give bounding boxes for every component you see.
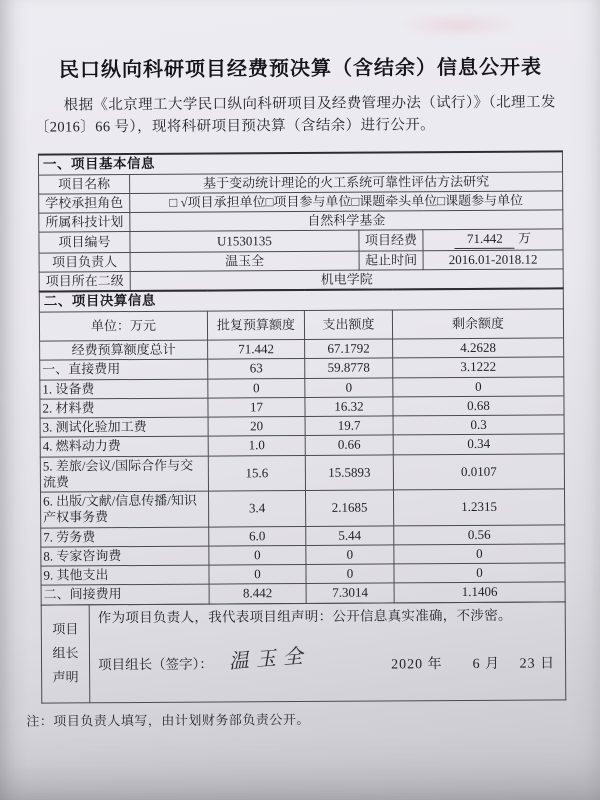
spent-cell: 67.1792 [305,339,393,359]
spent-cell: 59.8778 [305,358,393,378]
col-unit: 单位：万元 [39,311,207,341]
budget-cell: 6.0 [209,526,306,546]
budget-cell: 0 [208,378,305,398]
declaration-side-label: 项目 组长 声明 [41,604,90,702]
department-value: 机电学院 [130,269,563,291]
remaining-cell: 1.2315 [393,489,564,526]
row-label: 8. 专家咨询费 [41,546,209,566]
pi-label: 项目负责人 [39,252,130,272]
remaining-cell: 0 [393,376,564,396]
budget-cell: 0 [209,564,306,584]
basic-info-table [38,150,564,292]
project-no-value: U1530135 [130,230,359,252]
row-label: 6. 出版/文献/信息传播/知识产权事务费 [41,491,209,528]
signature-label: 项目组长（签字）： [98,656,213,673]
program-label: 所属科技计划 [39,213,130,233]
budget-cell: 17 [208,397,305,417]
duration-value: 2016.01-2018.12 [423,249,563,269]
funding-amount: 71.442 [455,231,515,249]
spent-cell: 0.66 [305,435,393,455]
section1-header: 一、项目基本信息 [38,151,562,175]
budget-cell: 63 [208,359,305,379]
declaration-table [41,601,567,703]
funding-label: 项目经费 [359,230,423,251]
declaration-statement: 作为项目负责人，我代表项目组声明：公开信息真实准确，不涉密。 [97,607,512,625]
declaration-cell [89,601,566,702]
spent-cell: 2.1685 [305,490,393,526]
spent-cell: 0 [306,564,394,584]
pi-name: 温玉全 [130,251,359,272]
budget-cell: 20 [208,416,305,436]
project-no-label: 项目编号 [39,232,130,253]
row-label: 7. 劳务费 [41,527,209,547]
settlement-column-header-row [39,309,563,341]
row-label: 二、间接费用 [41,584,209,604]
budget-cell: 15.6 [208,455,305,491]
remaining-cell: 1.1406 [394,582,565,602]
funding-unit: 万 [517,230,532,246]
row-label: 一、直接费用 [40,359,208,379]
remaining-cell: 0.34 [393,434,564,454]
signature-row [98,643,557,676]
remaining-cell: 0.0107 [393,453,564,490]
spent-cell: 0 [305,377,393,397]
spent-cell: 0 [306,545,394,565]
remaining-cell: 0.68 [393,396,564,416]
remaining-cell: 0.56 [394,524,565,544]
budget-cell: 71.442 [208,339,305,359]
col-remaining: 剩余额度 [392,309,563,339]
footnote: 注：项目负责人填写，由计划财务部负责公开。 [26,711,310,729]
row-label: 5. 差旅/会议/国际合作与交流费 [40,456,208,493]
spent-cell: 7.3014 [306,583,394,603]
remaining-cell: 0.3 [393,415,564,435]
spent-cell: 15.5893 [305,454,393,490]
remaining-cell: 3.1222 [393,357,564,377]
budget-cell: 3.4 [208,490,305,526]
col-spent: 支出额度 [304,310,392,340]
budget-cell: 1.0 [208,436,305,456]
budget-cell: 8.442 [209,584,306,604]
declaration-row [41,601,566,702]
budget-cell: 0 [209,545,306,565]
school-role-label: 学校承担角色 [39,193,130,213]
duration-label: 起止时间 [359,250,423,270]
spent-cell: 19.7 [305,416,393,436]
row-label: 2. 材料费 [40,398,208,418]
col-approved-budget: 批复预算额度 [207,310,304,340]
funding-value [423,229,563,250]
program-value: 自然科学基金 [130,210,563,232]
row-label: 3. 测试化验加工费 [40,417,208,437]
project-name-value: 基于变动统计理论的火工系统可靠性评估方法研究 [130,171,563,193]
remaining-cell: 4.2628 [393,338,564,358]
settlement-row-publication-ip [41,489,565,528]
row-label: 9. 其他支出 [41,565,209,585]
intro-paragraph: 根据《北京理工大学民口纵向科研项目及经费管理办法（试行）》（北理工发〔2016〕66 号），现将科研项目预决算（含结余）进行公开。 [34,94,556,136]
section2-header: 二、项目决算信息 [39,288,563,312]
signature-date: 2020 年 6 月 23 日 [391,656,556,673]
signature-block [98,643,311,675]
remaining-cell: 0 [394,544,565,564]
settlement-table [39,287,566,605]
department-label: 项目所在二级 [39,271,130,291]
school-role-options: □ √项目承担单位□项目参与单位□课题牵头单位□课题参与单位 [130,191,563,213]
spent-cell: 16.32 [305,397,393,417]
handwritten-signature: 温玉全 [227,643,311,674]
row-label: 1. 设备费 [40,379,208,399]
row-label: 经费预算额度总计 [40,340,208,360]
remaining-cell: 0 [394,563,565,583]
page-title: 民口纵向科研项目经费预决算（含结余）信息公开表 [58,54,542,82]
project-name-label: 项目名称 [39,174,130,194]
settlement-row-travel-conference [40,453,564,492]
spent-cell: 5.44 [306,525,394,545]
row-label: 4. 燃料动力费 [40,436,208,456]
